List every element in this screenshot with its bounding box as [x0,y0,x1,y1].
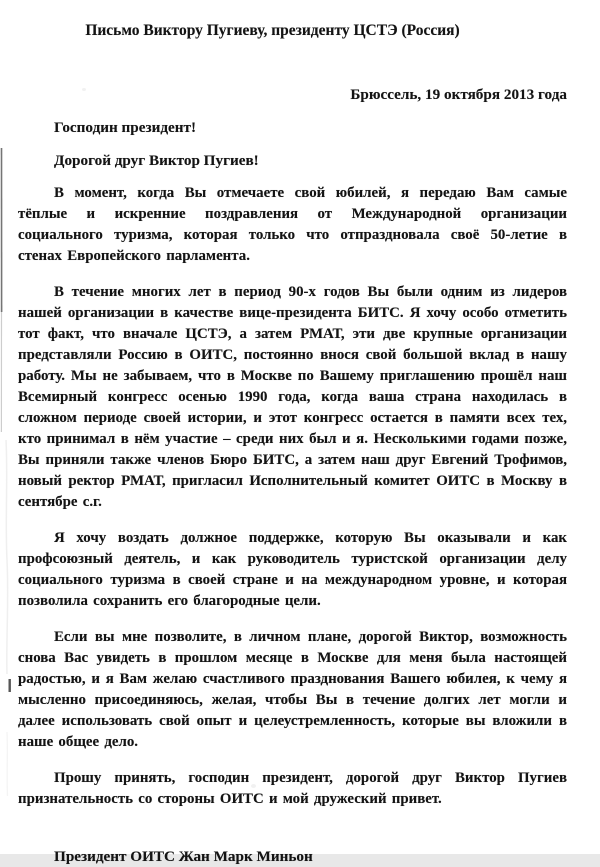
paragraph-congratulations: В момент, когда Вы отмечаете свой юбилей, я передаю Вам самые тёплые и искренние поздравления от Международной организации социального туризма, которая только что отпраздновала своё 50-летие в стенах Европейского парламента. [18,185,567,264]
paragraph-tribute: Я хочу воздать должное поддержке, которую Вы оказывали и как профсоюзный деятель, и как руководитель туристской организации делу социального туризма в своей стране и на международном уровне, и которая позволила сохранить его благородные цели. [18,529,567,609]
letter-title: Письмо Виктору Пугиеву, президенту ЦСТЭ (Россия) [85,22,460,39]
signature-line: Президент ОИТС Жан Марк Миньон [54,847,313,865]
letter-dateline: Брюссель, 19 октября 2013 года [350,86,567,103]
paragraph-closing: Прошу принять, господин президент, дорогой друг Виктор Пугиев признательность со стороны ОИТС и мой дружеский привет. [18,769,567,807]
scan-speck [82,88,86,91]
paragraph-personal: Если вы мне позволите, в личном плане, дорогой Виктор, возможность снова Вас увидеть в прошлом месяце в Москве для меня была настоящей радостью, и я Вам желаю счастливого празднования Вашего юбилея, к чему я мысленно присоединяюсь, желая, чтобы Вы в течение долгих лет могли и далее использовать свой опыт и целеустремленность, которые вы вложили в наше общее дело. [18,628,567,750]
salutation-president: Господин президент! [54,119,197,136]
scan-speck [251,784,256,788]
paragraph-history: В течение многих лет в период 90-х годов Вы были одним из лидеров нашей организации в качестве вице-президента БИТС. Я хочу особо отметить тот факт, что вначале ЦСТЭ, а затем РМАТ, эти две крупные организации представляли Россию в ОИТС, постоянно внося свой большой вклад в нашу работу. Мы не забываем, что в Москве по Вашему приглашению прошёл наш Всемирный конгресс осенью 1990 года, когда ваша страна находилась в сложном периоде своей истории, и этот конгресс остается в памяти всех тех, кто принимал в нём участие – среди них был и я. Несколькими годами позже, Вы приняли также членов Бюро БИТС, а затем наш друг Евгений Трофимов, новый ректор РМАТ, пригласил Исполнительный комитет ОИТС в Москву в сентябре с.г. [18,283,567,510]
scan-edge-artifact [0,0,14,854]
salutation-friend: Дорогой друг Виктор Пугиев! [54,152,259,169]
